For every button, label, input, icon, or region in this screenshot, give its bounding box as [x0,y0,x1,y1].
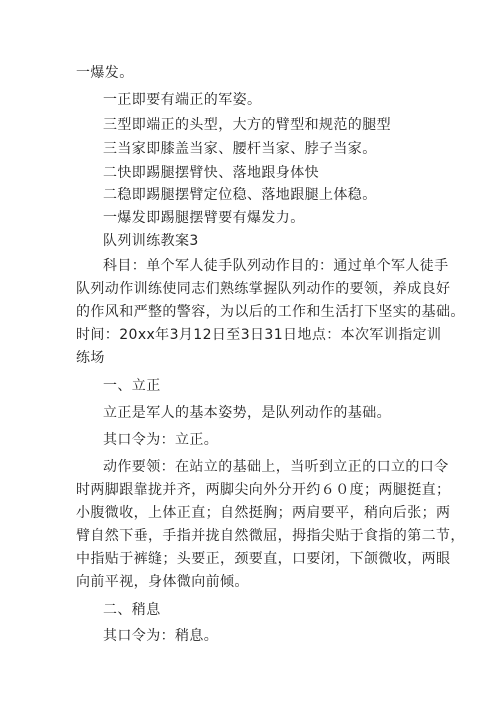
text-line: 一爆发即踢腿摆臂要有爆发力。 [103,210,305,226]
text-line: 队列动作训练使同志们熟练掌握队列动作的要领，养成良好 [76,281,451,297]
text-line: 立正是军人的基本姿势，是队列动作的基础。 [103,405,391,421]
text-line: 一爆发。 [76,65,134,81]
text-line: 动作要领：在站立的基础上，当听到立正的口立的口令 [103,459,449,475]
text-line: 时两脚跟靠拢并齐，两脚尖向外分开约６０度；两腿挺直； [76,482,451,498]
text-line: 臂自然下垂，手指并拢自然微屈，拇指尖贴于食指的第二节， [76,528,465,544]
text-line: 三型即端正的头型，大方的臂型和规范的腿型 [103,117,391,133]
text-line: 时间：20xx年3月12日至3日31日地点：本次军训指定训 [76,327,442,343]
text-line: 小腹微收，上体正直；自然挺胸；两肩要平，稍向后张；两 [76,505,451,521]
text-line: 一正即要有端正的军姿。 [103,92,262,108]
text-line: 练场 [76,350,105,366]
text-line: 的作风和严整的警容，为以后的工作和生活打下坚实的基础。 [76,304,465,320]
text-line: 科目：单个军人徒手队列动作目的：通过单个军人徒手 [103,258,449,274]
text-line: 中指贴于裤缝；头要正，颈要直，口要闭，下颌微收，两眼 [76,551,451,567]
text-line: 二快即踢腿摆臂快、落地跟身体快 [103,165,319,181]
text-line: 向前平视，身体微向前倾。 [76,574,249,590]
section-heading: 二、稍息 [103,602,161,618]
text-line: 其口令为：稍息。 [103,628,219,644]
text-line: 其口令为：立正。 [103,432,219,448]
section-heading: 一、立正 [103,378,161,394]
text-line: 三当家即膝盖当家、腰杆当家、脖子当家。 [103,141,377,157]
section-heading: 队列训练教案3 [103,233,199,249]
text-line: 二稳即踢腿摆臂定位稳、落地跟腿上体稳。 [103,187,377,203]
